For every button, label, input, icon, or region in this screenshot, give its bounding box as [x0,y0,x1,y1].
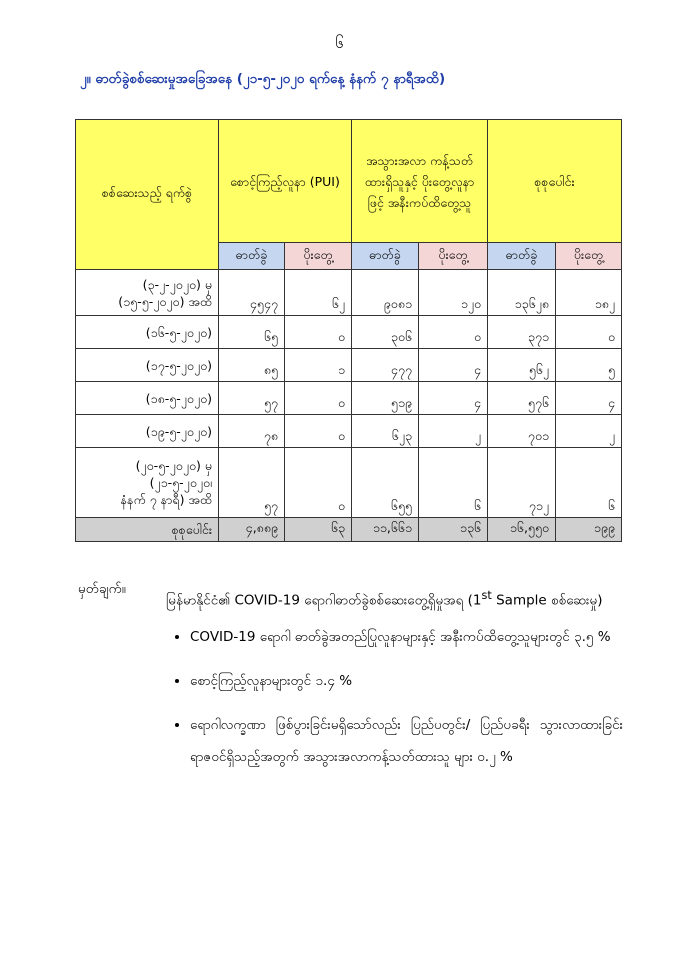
value-cell: ၄၅၄၇ [219,270,285,316]
note-label: မှတ်ချက်။ [78,581,126,597]
date-line: (၂၀-၅-၂၀၂၀) မှ [135,458,212,473]
value-cell: ၁ [285,349,352,382]
value-cell: ၆၂ [285,270,352,316]
date-cell [76,316,219,349]
value-cell: ၇၈ [219,415,285,448]
value-cell: ၅၇ [219,382,285,415]
tested-subheader: ဓာတ်ခွဲ [488,243,556,270]
value-cell: ၀ [285,448,352,518]
value-cell: ၆ [556,448,622,518]
note-bullet: • ရောဂါလက္ခဏာ ဖြစ်ပွားခြင်းမရှိသော်လည်း ပြည်ပတွင်း/ ပြည်ပခရီး သွားလာထားခြင်း ရာဇဝင်ရှိသည့်အတွက် အသွားအလာကန့်သတ်ထားသူ များ ၀.၂ % [190,709,623,773]
date-column-header: စစ်ဆေးသည့် ရက်စွဲ [76,120,219,270]
value-cell: ၉၀၈၁ [352,270,419,316]
total-row [76,518,622,542]
note-bullet: • စောင့်ကြည့်လူနာများတွင် ၁.၄ % [190,665,623,697]
date-cell [76,415,219,448]
value-cell: ၈၅ [219,349,285,382]
value-cell: ၁၂၀ [419,270,488,316]
value-cell: ၂ [556,415,622,448]
value-cell: ၅၇၆ [488,382,556,415]
total-value-cell: ၁၉၉ [556,518,622,542]
date-line: နံနက် ၇ နာရီ) အထိ [120,492,212,507]
value-cell: ၆၅ [219,316,285,349]
tested-subheader: ဓာတ်ခွဲ [219,243,285,270]
value-cell: ၁၈၂ [556,270,622,316]
value-cell: ၀ [285,415,352,448]
value-cell: ၄၇၇ [352,349,419,382]
date-line: (၁၅-၅-၂၀၂၀) အထိ [118,293,212,309]
value-cell: ၀ [285,316,352,349]
date-line: (၁၇-၅-၂၀၂၀) [145,357,212,373]
value-cell: ၂ [419,415,488,448]
positive-subheader: ပိုးတွေ့ [419,243,488,270]
date-line: (၁၈-၅-၂၀၂၀) [145,390,212,406]
test-results-table [75,119,622,542]
table-row [76,448,622,518]
date-line: (၂၁-၅-၂၀၂၀၊ [149,475,212,490]
total-value-cell: ၁၁,၆၆၁ [352,518,419,542]
note-intro: မြန်မာနိုင်ငံ၏ COVID-19 ရောဂါဓာတ်ခွဲစစ်ဆေးတွေ့ရှိမှုအရ (1st Sample စစ်ဆေးမှု) [166,589,603,609]
date-cell [76,382,219,415]
date-cell [76,448,219,518]
value-cell: ၀ [285,382,352,415]
table-row [76,316,622,349]
pui-group-header: စောင့်ကြည့်လူနာ (PUI) [219,120,352,243]
value-cell: ၅၁၉ [352,382,419,415]
table-row [76,382,622,415]
value-cell: ၅ [556,349,622,382]
total-group-header: စုစုပေါင်း [488,120,622,243]
value-cell: ၅၆၂ [488,349,556,382]
page-number: ၆ [335,34,344,52]
value-cell: ၇၀၁ [488,415,556,448]
value-cell: ၀ [419,316,488,349]
section-title: ၂။ ဓာတ်ခွဲစစ်ဆေးမှုအခြေအနေ (၂၁-၅-၂၀၂၀ ရက်နေ့ နံနက် ၇ နာရီအထိ) [80,71,446,87]
value-cell: ၆၂၃ [352,415,419,448]
value-cell: ၄ [419,349,488,382]
date-cell [76,270,219,316]
positive-subheader: ပိုးတွေ့ [556,243,622,270]
total-value-cell: ၄,၈၈၉ [219,518,285,542]
date-line: (၃-၂-၂၀၂၀) မှ [142,276,212,292]
total-value-cell: ၁၃၆ [419,518,488,542]
contacts-group-header: အသွားအလာ ကန့်သတ်ထားရှိသူနှင့် ပိုးတွေ့လူနာဖြင့် အနီးကပ်ထိတွေ့သူ [352,120,488,243]
ordinal-superscript: st [481,589,492,602]
date-line: (၁၆-၅-၂၀၂၀) [145,324,212,340]
value-cell: ၃၇၁ [488,316,556,349]
total-value-cell: ၁၆,၅၅၀ [488,518,556,542]
table-row [76,349,622,382]
date-line: (၁၉-၅-၂၀၂၀) [145,423,212,439]
value-cell: ၃၀၆ [352,316,419,349]
value-cell: ၁၃၆၂၈ [488,270,556,316]
value-cell: ၄ [556,382,622,415]
total-value-cell: ၆၃ [285,518,352,542]
value-cell: ၄ [419,382,488,415]
note-bullet-list [166,621,623,773]
value-cell: ၀ [556,316,622,349]
tested-subheader: ဓာတ်ခွဲ [352,243,419,270]
note-section [78,580,623,785]
table-row [76,270,622,316]
total-label: စုစုပေါင်း [76,518,219,542]
note-bullet: • COVID-19 ရောဂါ ဓာတ်ခွဲအတည်ပြုလူနာများနှင့် အနီးကပ်ထိတွေ့သူများတွင် ၃.၅ % [190,621,623,653]
table-row [76,415,622,448]
positive-subheader: ပိုးတွေ့ [285,243,352,270]
value-cell: ၆၅၅ [352,448,419,518]
date-cell [76,349,219,382]
value-cell: ၆ [419,448,488,518]
value-cell: ၅၇ [219,448,285,518]
value-cell: ၇၁၂ [488,448,556,518]
